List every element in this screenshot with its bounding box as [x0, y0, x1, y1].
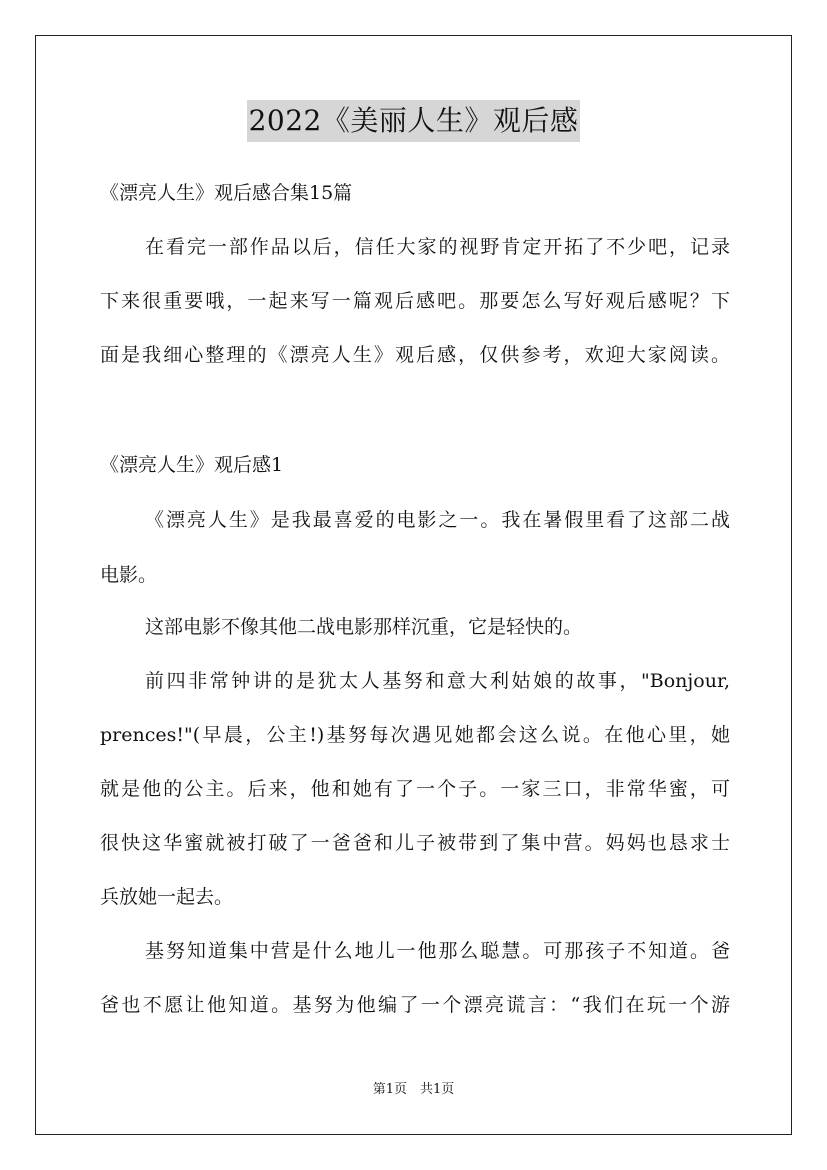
body-line: prences!"(早晨，公主!)基努每次遇见她都会这么说。在他心里，她: [100, 724, 730, 746]
document-subtitle: 《漂亮人生》观后感合集15篇: [100, 182, 353, 204]
page-footer: 第1页 共1页: [372, 1082, 455, 1097]
body-line: 基努知道集中营是什么地儿一他那么聪慧。可那孩子不知道。爸: [145, 940, 730, 962]
intro-line: 在看完一部作品以后，信任大家的视野肯定开拓了不少吧，记录: [145, 236, 730, 258]
intro-line: 面是我细心整理的《漂亮人生》观后感，仅供参考，欢迎大家阅读。: [100, 344, 730, 366]
body-line: 爸也不愿让他知道。基努为他编了一个漂亮谎言：“我们在玩一个游: [100, 994, 730, 1016]
body-line: 《漂亮人生》是我最喜爱的电影之一。我在暑假里看了这部二战: [145, 509, 730, 531]
body-line: 这部电影不像其他二战电影那样沉重，它是轻快的。: [145, 616, 583, 638]
title-wrap: [0, 100, 827, 142]
document-title: 2022《美丽人生》观后感: [247, 100, 581, 142]
intro-line: 下来很重要哦，一起来写一篇观后感吧。那要怎么写好观后感呢？下: [100, 290, 730, 312]
body-line: 前四非常钟讲的是犹太人基努和意大利姑娘的故事，"Bonjour,: [145, 670, 730, 692]
body-line: 就是他的公主。后来，他和她有了一个子。一家三口，非常华蜜，可: [100, 778, 730, 800]
section-heading: 《漂亮人生》观后感1: [100, 454, 284, 476]
body-line: 很快这华蜜就被打破了一爸爸和儿子被带到了集中营。妈妈也恳求士: [100, 832, 730, 854]
body-line: 兵放她一起去。: [100, 886, 234, 908]
body-line: 电影。: [100, 564, 158, 586]
